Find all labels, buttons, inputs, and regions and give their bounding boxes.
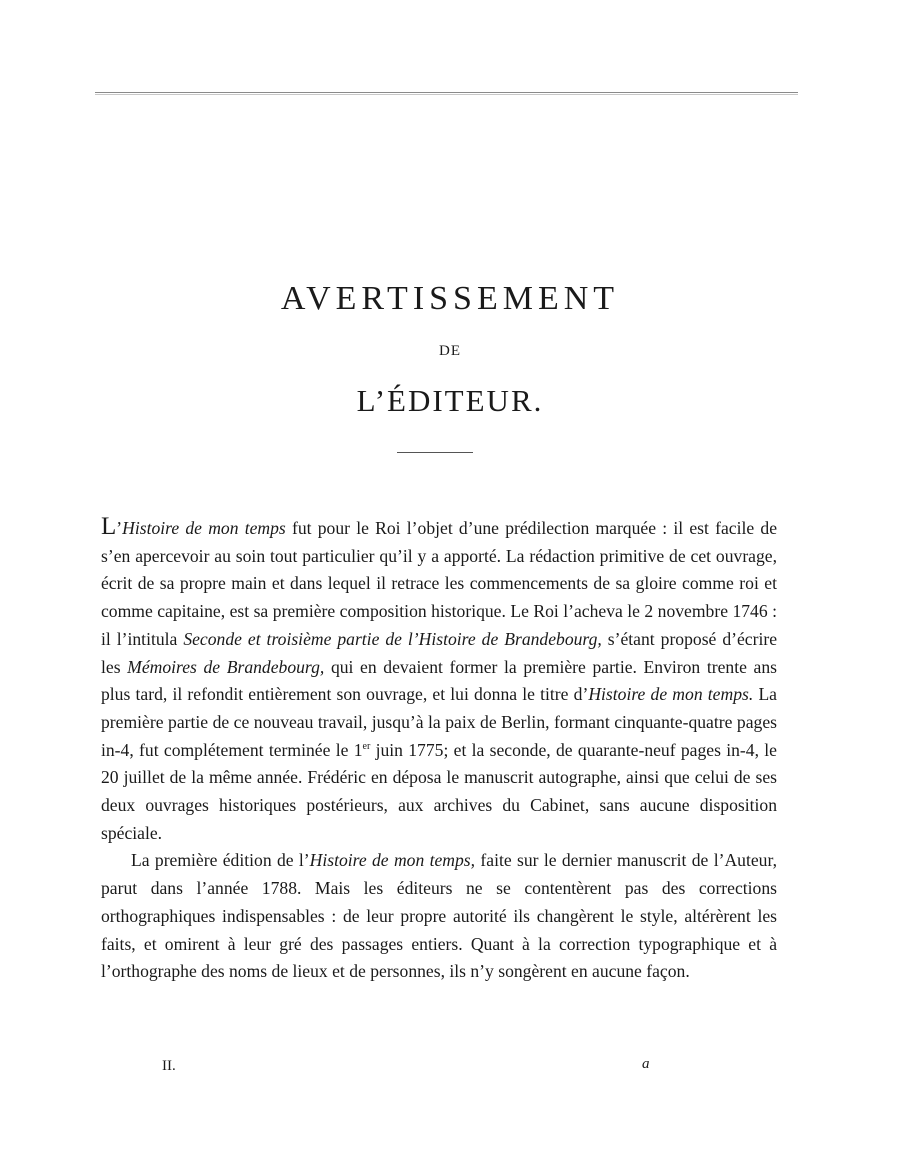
p2-text-1: La première édition de l’: [131, 850, 310, 871]
paragraph-2: [101, 847, 777, 986]
p1-superscript: er: [362, 740, 371, 752]
body-text: [101, 513, 777, 986]
p1-italic-2: Seconde et troisième partie de l’Histoire de Brandebourg,: [183, 628, 602, 649]
top-rule: [95, 92, 798, 95]
p1-text-1: ’: [116, 518, 123, 538]
title-separator-rule: [397, 452, 473, 453]
p1-text-6: juin 1775; et la seconde, de quarante-neuf pages in-4, le 20 juillet de la même année. Frédéric en déposa le manuscrit autographe, ainsi que celui de ses deux ouvrages historiques postérieurs, aux archives du Cabinet, sans aucune disposition spéciale.: [101, 739, 777, 843]
dropcap: L: [101, 513, 117, 540]
p1-text-2: fut pour le Roi l’objet d’une prédilection marquée : il est facile de s’en apercevoir au soin tout particulier qu’il y a apporté. La rédaction primitive de cet ouvrage, écrit de sa propre main et dans lequel il retrace les commencements de sa gloire comme roi et comme capitaine, est sa première composition historique. Le Roi l’acheva le 2 novembre 1746 : il l’intitula: [101, 518, 777, 649]
p1-italic-4: Histoire de mon temps.: [588, 684, 754, 705]
paragraph-1: [101, 513, 777, 847]
p1-text-3: s’étant proposé d’écrire les: [101, 628, 778, 677]
p2-italic-1: Histoire de mon temps,: [309, 850, 476, 871]
title-editeur: L’ÉDITEUR.: [356, 383, 544, 418]
p1-italic-3: Mémoires de Brandebourg,: [127, 656, 325, 677]
title-de: DE: [439, 343, 461, 359]
volume-number: II.: [162, 1058, 176, 1074]
signature-mark: a: [642, 1056, 650, 1072]
p2-text-2: faite sur le dernier manuscrit de l’Auteur, parut dans l’année 1788. Mais les éditeurs ne se contentèrent pas des corrections orthographiques indispensables : de leur propre autorité ils changèrent le style, altérèrent les faits, et omirent à leur gré des passages entiers. Quant à la correction typographique et à l’orthographe des noms de lieux et de personnes, ils n’y songèrent en aucune façon.: [101, 850, 778, 982]
p1-italic-1: Histoire de mon temps: [122, 518, 286, 538]
p1-text-4: qui en devaient former la première partie. Environ trente ans plus tard, il refondit entièrement son ouvrage, et lui donna le titre d’: [101, 656, 777, 705]
p1-text-5: La première partie de ce nouveau travail, jusqu’à la paix de Berlin, formant cinquante-quatre pages in-4, fut complétement terminée le 1: [101, 684, 777, 760]
title-avertissement: AVERTISSEMENT: [280, 280, 620, 317]
